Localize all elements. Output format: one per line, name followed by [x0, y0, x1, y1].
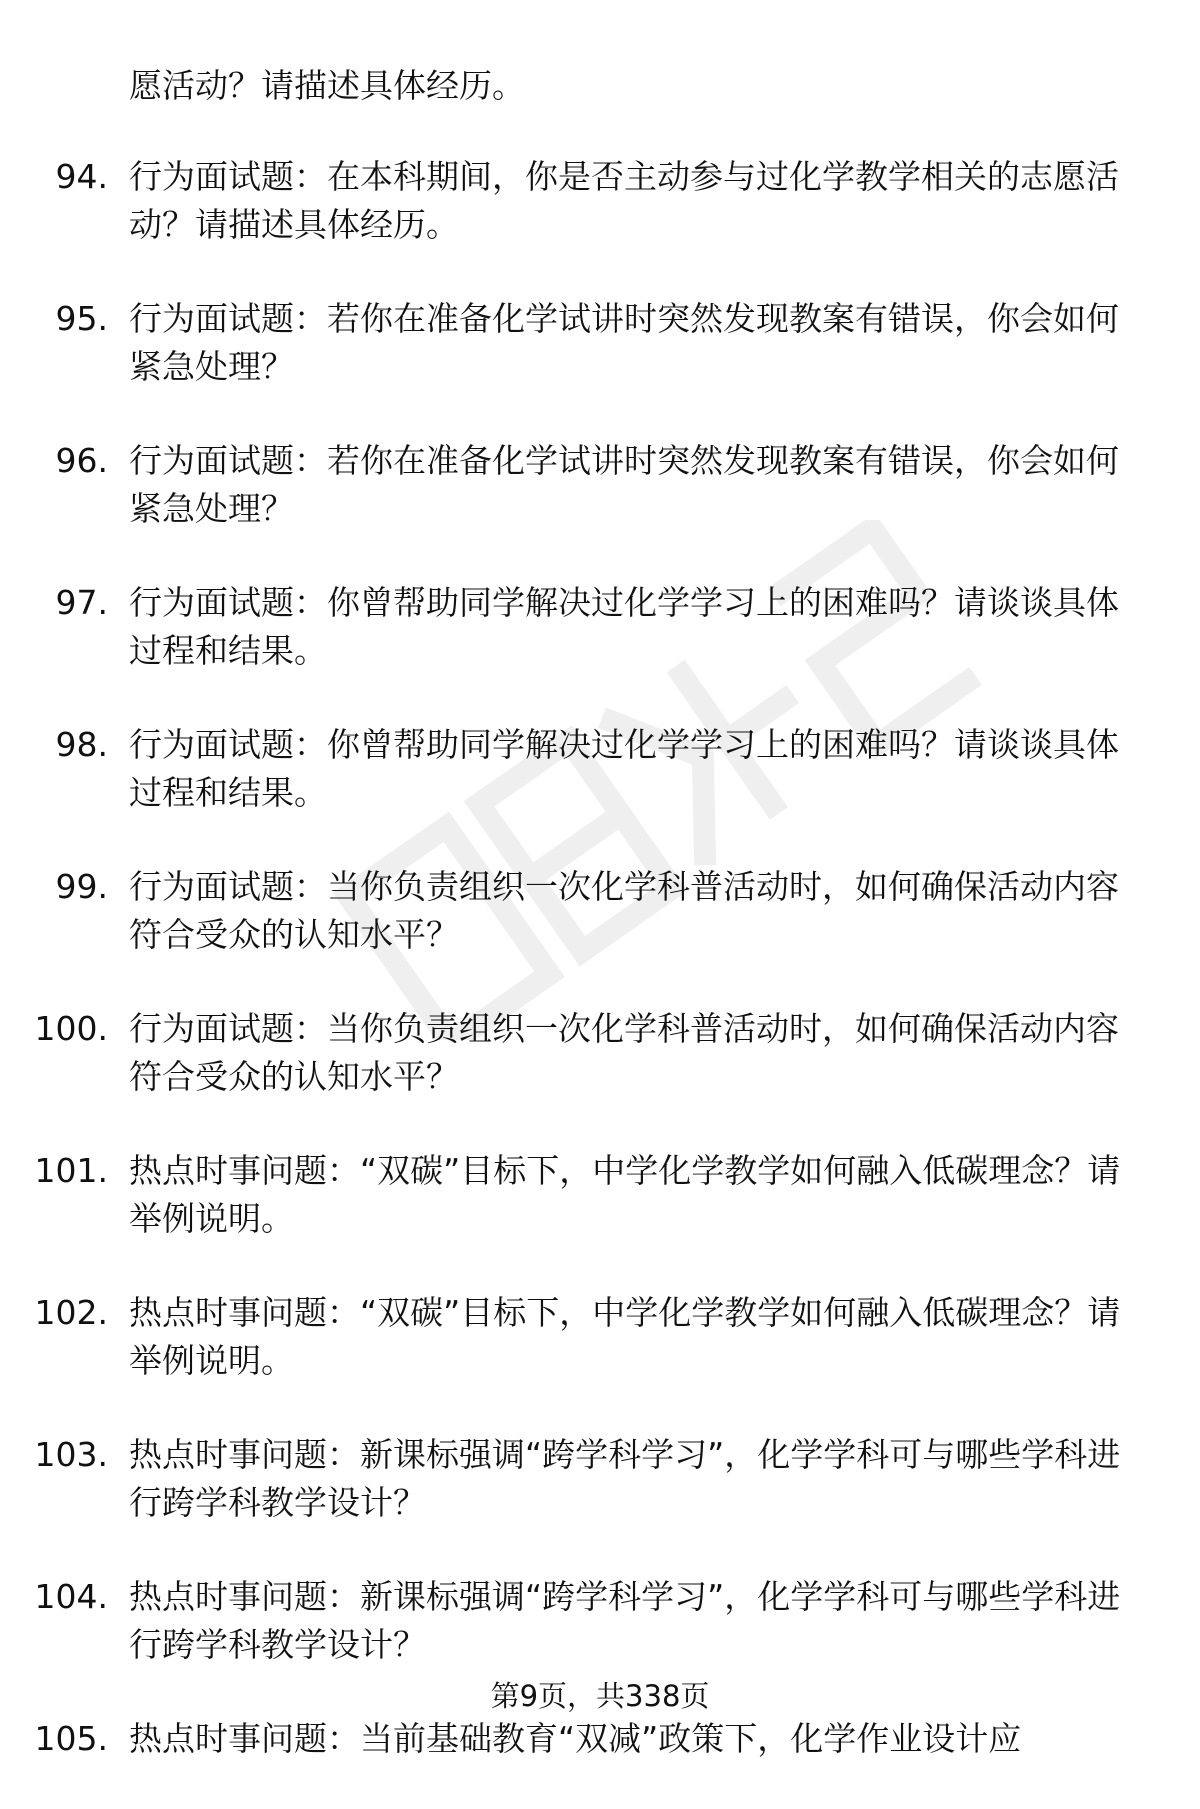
item-number: 98. — [55, 725, 108, 764]
item-text: 行为面试题：若你在准备化学试讲时突然发现教案有错误，你会如何紧急处理？ — [129, 441, 1119, 528]
item-text: 行为面试题：当你负责组织一次化学科普活动时，如何确保活动内容符合受众的认知水平？ — [129, 1009, 1119, 1096]
list-item — [0, 863, 1200, 959]
list-item — [0, 295, 1200, 391]
question-list — [0, 62, 1200, 1809]
item-number: 101. — [34, 1151, 108, 1190]
list-item — [0, 1431, 1200, 1527]
item-text: 热点时事问题：当前基础教育“双减”政策下，化学作业设计应 — [129, 1719, 1022, 1758]
item-number: 104. — [34, 1577, 108, 1616]
list-item — [0, 437, 1200, 533]
list-item — [0, 62, 1200, 110]
item-text: 行为面试题：你曾帮助同学解决过化学学习上的困难吗？请谈谈具体过程和结果。 — [129, 725, 1119, 812]
item-text: 行为面试题：若你在准备化学试讲时突然发现教案有错误，你会如何紧急处理？ — [129, 299, 1119, 386]
list-item — [0, 579, 1200, 675]
list-item — [0, 721, 1200, 817]
item-number: 105. — [34, 1719, 108, 1758]
item-number: 99. — [55, 867, 108, 906]
item-text: 热点时事问题：新课标强调“跨学科学习”，化学学科可与哪些学科进行跨学科教学设计？ — [129, 1435, 1121, 1522]
item-number: 102. — [34, 1293, 108, 1332]
item-text: 行为面试题：你曾帮助同学解决过化学学习上的困难吗？请谈谈具体过程和结果。 — [129, 583, 1119, 670]
item-text: 热点时事问题：“双碳”目标下，中学化学教学如何融入低碳理念？请举例说明。 — [129, 1293, 1121, 1380]
item-number: 96. — [55, 441, 108, 480]
item-number: 94. — [55, 157, 108, 196]
page-footer: 第9页，共338页 — [490, 1679, 710, 1713]
item-text: 愿活动？请描述具体经历。 — [129, 66, 525, 105]
list-item — [0, 1005, 1200, 1101]
list-item — [0, 1715, 1200, 1763]
list-item — [0, 1573, 1200, 1669]
item-number: 95. — [55, 299, 108, 338]
list-item — [0, 153, 1200, 249]
item-number: 97. — [55, 583, 108, 622]
item-number: 103. — [34, 1435, 108, 1474]
item-text: 热点时事问题：“双碳”目标下，中学化学教学如何融入低碳理念？请举例说明。 — [129, 1151, 1121, 1238]
item-number: 100. — [34, 1009, 108, 1048]
item-text: 行为面试题：当你负责组织一次化学科普活动时，如何确保活动内容符合受众的认知水平？ — [129, 867, 1119, 954]
item-text: 热点时事问题：新课标强调“跨学科学习”，化学学科可与哪些学科进行跨学科教学设计？ — [129, 1577, 1121, 1664]
list-item — [0, 1289, 1200, 1385]
item-text: 行为面试题：在本科期间，你是否主动参与过化学教学相关的志愿活动？请描述具体经历。 — [129, 157, 1119, 244]
list-item — [0, 1147, 1200, 1243]
